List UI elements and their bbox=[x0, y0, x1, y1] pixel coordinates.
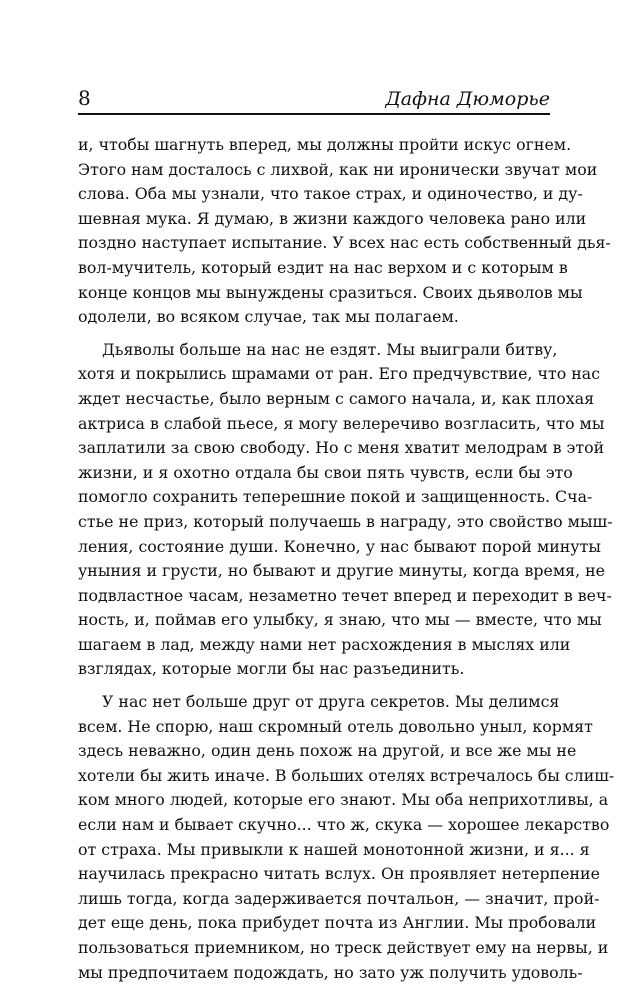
text-line: дет еще день, пока прибудет почта из Англии. Мы пробовали bbox=[78, 913, 597, 933]
text-line: Дьяволы больше на нас не ездят. Мы выиграли битву, bbox=[102, 339, 558, 359]
text-line: вол-мучитель, который ездит на нас верхом и с которым в bbox=[78, 257, 568, 277]
text-line: помогло сохранить теперешние покой и защищенность. Сча- bbox=[78, 487, 593, 507]
text-line: научилась прекрасно читать вслух. Он проявляет нетерпение bbox=[78, 864, 600, 884]
text-line: У нас нет больше друг от друга секретов. Мы делимся bbox=[102, 692, 560, 712]
body-text bbox=[78, 133, 615, 993]
text-line: шевная мука. Я думаю, в жизни каждого человека рано или bbox=[78, 208, 587, 228]
paragraph-3 bbox=[78, 690, 615, 985]
text-line: и, чтобы шагнуть вперед, мы должны пройти искус огнем. bbox=[78, 135, 572, 154]
text-line: мы предпочитаем подождать, но зато уж получить удоволь- bbox=[78, 962, 583, 982]
text-line: здесь неважно, один день похож на другой, и все же мы не bbox=[78, 741, 577, 761]
text-line: уныния и грусти, но бывают и другие минуты, когда время, не bbox=[78, 561, 606, 581]
paragraph-2 bbox=[78, 338, 613, 682]
text-line: шагаем в лад, между нами нет расхождения в мыслях или bbox=[78, 634, 571, 654]
page-header bbox=[78, 86, 550, 114]
text-line: поздно наступает испытание. У всех нас есть собственный дья- bbox=[78, 233, 611, 253]
page-number: 8 bbox=[78, 86, 91, 110]
text-line: одолели, во всяком случае, так мы полагаем. bbox=[78, 307, 459, 327]
text-line: жизни, и я охотно отдала бы свои пять чувств, если бы это bbox=[78, 462, 573, 482]
text-line: подвластное часам, незаметно течет вперед и переходит в веч- bbox=[78, 585, 612, 605]
text-line: стье не приз, который получаешь в награду, это свойство мыш- bbox=[78, 511, 613, 531]
text-line: ждет несчастье, было верным с самого начала, и, как плохая bbox=[78, 388, 595, 408]
paragraph-1 bbox=[78, 133, 611, 330]
text-line: лишь тогда, когда задерживается почтальон, — значит, прой- bbox=[78, 888, 600, 908]
header-rule bbox=[78, 113, 550, 115]
text-line: слова. Оба мы узнали, что такое страх, и одиночество, и ду- bbox=[78, 184, 583, 204]
running-title: Дафна Дюморье bbox=[385, 88, 550, 110]
text-line: Этого нам досталось с лихвой, как ни иронически звучат мои bbox=[78, 159, 598, 179]
text-line: взглядах, которые могли бы нас разъединить. bbox=[78, 659, 465, 679]
text-line: хотя и покрылись шрамами от ран. Его предчувствие, что нас bbox=[78, 364, 601, 384]
text-line: пользоваться приемником, но треск действует ему на нервы, и bbox=[78, 938, 609, 957]
text-line: конце концов мы вынуждены сразиться. Своих дьяволов мы bbox=[78, 282, 583, 302]
text-line: всем. Не спорю, наш скромный отель довольно уныл, кормят bbox=[78, 716, 593, 736]
text-line: ность, и, поймав его улыбку, я знаю, что мы — вместе, что мы bbox=[78, 610, 602, 630]
text-line: ления, состояние души. Конечно, у нас бывают порой минуты bbox=[78, 536, 601, 556]
text-line: ком много людей, которые его знают. Мы оба неприхотливы, а bbox=[78, 790, 609, 810]
text-line: если нам и бывает скучно... что ж, скука — хорошее лекарство bbox=[78, 815, 610, 835]
text-line: от страха. Мы привыкли к нашей монотонной жизни, и я... я bbox=[78, 839, 590, 859]
text-line: актриса в слабой пьесе, я могу велеречиво возгласить, что мы bbox=[78, 413, 605, 433]
text-line: хотели бы жить иначе. В больших отелях встречалось бы слиш- bbox=[78, 765, 615, 785]
text-line: заплатили за свою свободу. Но с меня хватит мелодрам в этой bbox=[78, 438, 605, 458]
